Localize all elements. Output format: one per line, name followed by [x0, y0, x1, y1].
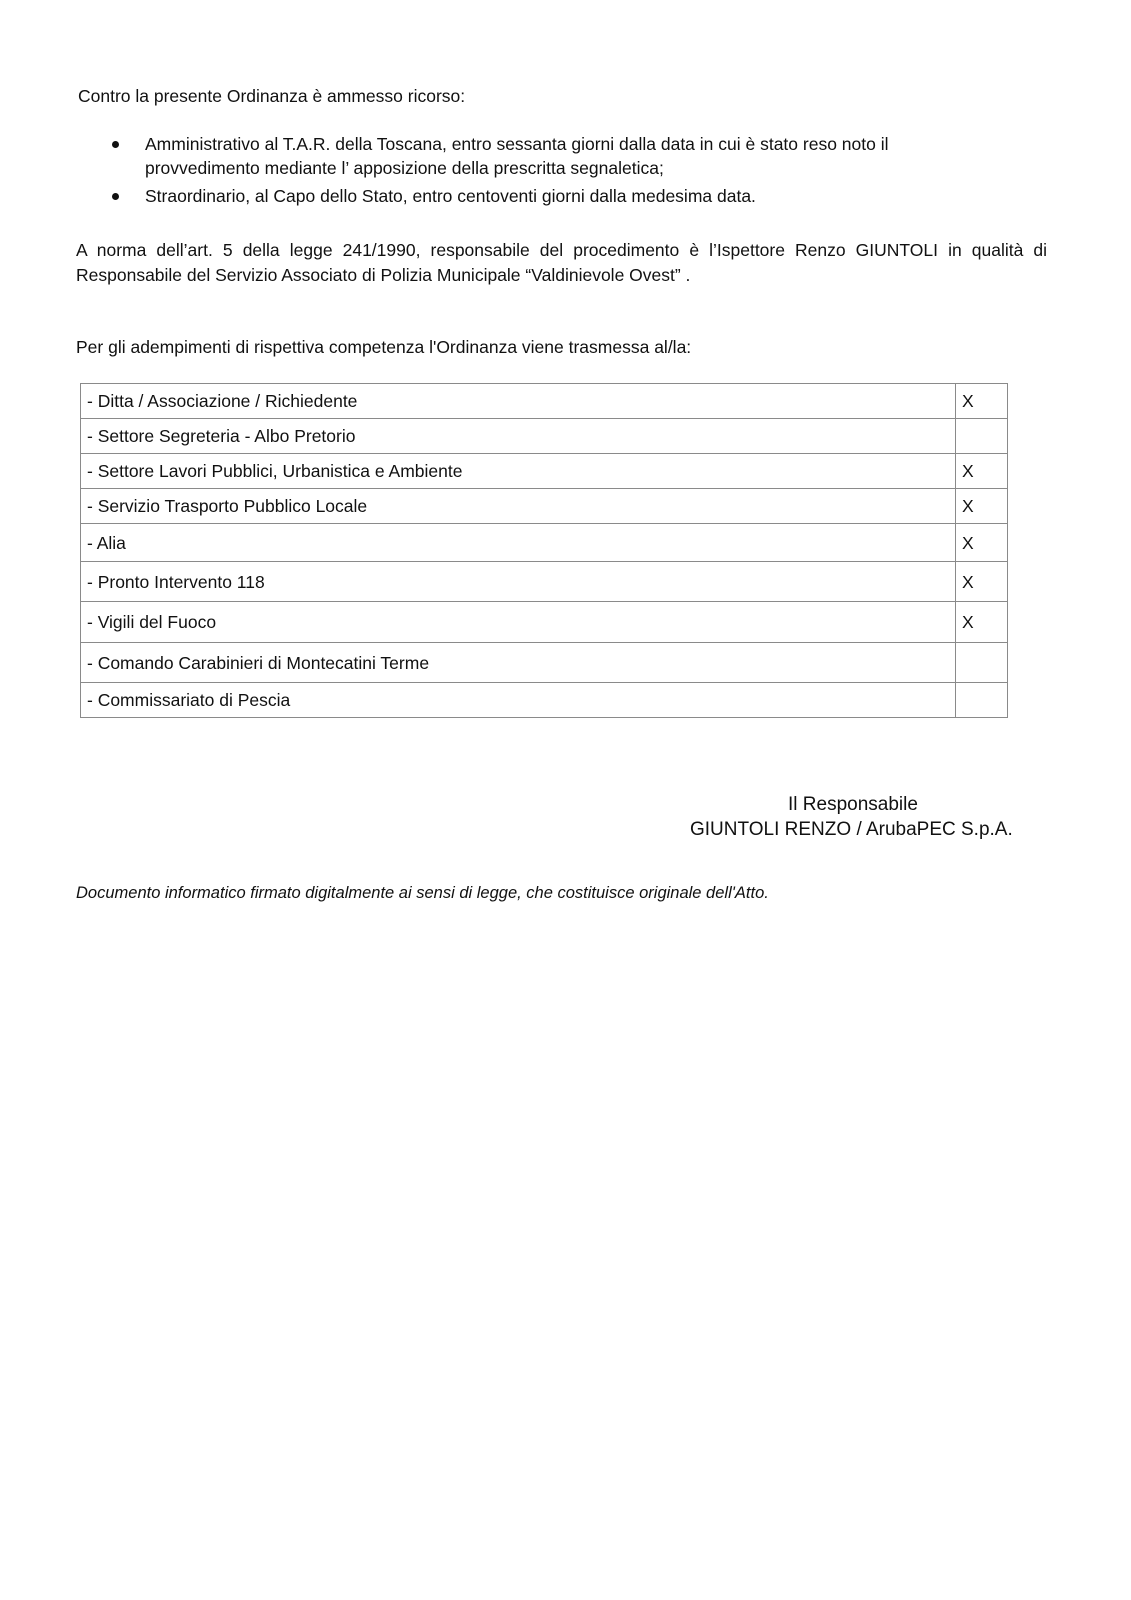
destinatario-label: - Ditta / Associazione / Richiedente: [81, 384, 956, 419]
list-item-line: Amministrativo al T.A.R. della Toscana, entro sessanta giorni dalla data in cui è stato reso noto il: [145, 134, 889, 154]
destinatario-mark: [956, 643, 1008, 683]
list-item: [78, 132, 978, 180]
list-item: [78, 184, 978, 208]
destinatario-label: - Alia: [81, 524, 956, 562]
destinatario-label: - Settore Segreteria - Albo Pretorio: [81, 419, 956, 454]
destinatario-mark: X: [956, 454, 1008, 489]
destinatario-mark: X: [956, 524, 1008, 562]
signer-role: Il Responsabile: [788, 794, 918, 815]
ricorso-intro: Contro la presente Ordinanza è ammesso ricorso:: [78, 86, 466, 106]
digital-signature-note: Documento informatico firmato digitalmente ai sensi di legge, che costituisce originale dell'Atto.: [76, 884, 769, 902]
trasmissione-intro: Per gli adempimenti di rispettiva competenza l'Ordinanza viene trasmessa al/la:: [76, 337, 692, 357]
destinatario-mark: X: [956, 384, 1008, 419]
destinatario-label: - Comando Carabinieri di Montecatini Terme: [81, 643, 956, 683]
destinatario-mark: [956, 419, 1008, 454]
table-row: [81, 683, 1008, 718]
table-row: [81, 524, 1008, 562]
table-row: [81, 562, 1008, 602]
destinatario-mark: X: [956, 562, 1008, 602]
destinatario-mark: [956, 683, 1008, 718]
table-row: [81, 602, 1008, 643]
bullet-icon: [112, 193, 119, 200]
destinatari-table: [80, 383, 1008, 718]
destinatario-label: - Pronto Intervento 118: [81, 562, 956, 602]
table-row: [81, 384, 1008, 419]
table-row: [81, 643, 1008, 683]
bullet-icon: [112, 141, 119, 148]
destinatario-label: - Servizio Trasporto Pubblico Locale: [81, 489, 956, 524]
responsabile-paragraph: A norma dell’art. 5 della legge 241/1990, responsabile del procedimento è l’Ispettore Renzo GIUNTOLI in qualità di Responsabile del Servizio Associato di Polizia Municipale “Valdinievole Ovest” .: [76, 240, 1047, 285]
list-item-line: Straordinario, al Capo dello Stato, entro centoventi giorni dalla medesima data.: [145, 186, 756, 206]
destinatario-mark: X: [956, 489, 1008, 524]
destinatario-label: - Vigili del Fuoco: [81, 602, 956, 643]
destinatario-label: - Commissariato di Pescia: [81, 683, 956, 718]
table-row: [81, 419, 1008, 454]
table-row: [81, 454, 1008, 489]
destinatario-label: - Settore Lavori Pubblici, Urbanistica e Ambiente: [81, 454, 956, 489]
list-item-line: provvedimento mediante l’ apposizione della prescritta segnaletica;: [145, 158, 664, 178]
destinatario-mark: X: [956, 602, 1008, 643]
ricorso-list: [78, 132, 978, 212]
signature-block: [690, 792, 1030, 842]
table-row: [81, 489, 1008, 524]
signer-name: GIUNTOLI RENZO / ArubaPEC S.p.A.: [690, 819, 1013, 840]
